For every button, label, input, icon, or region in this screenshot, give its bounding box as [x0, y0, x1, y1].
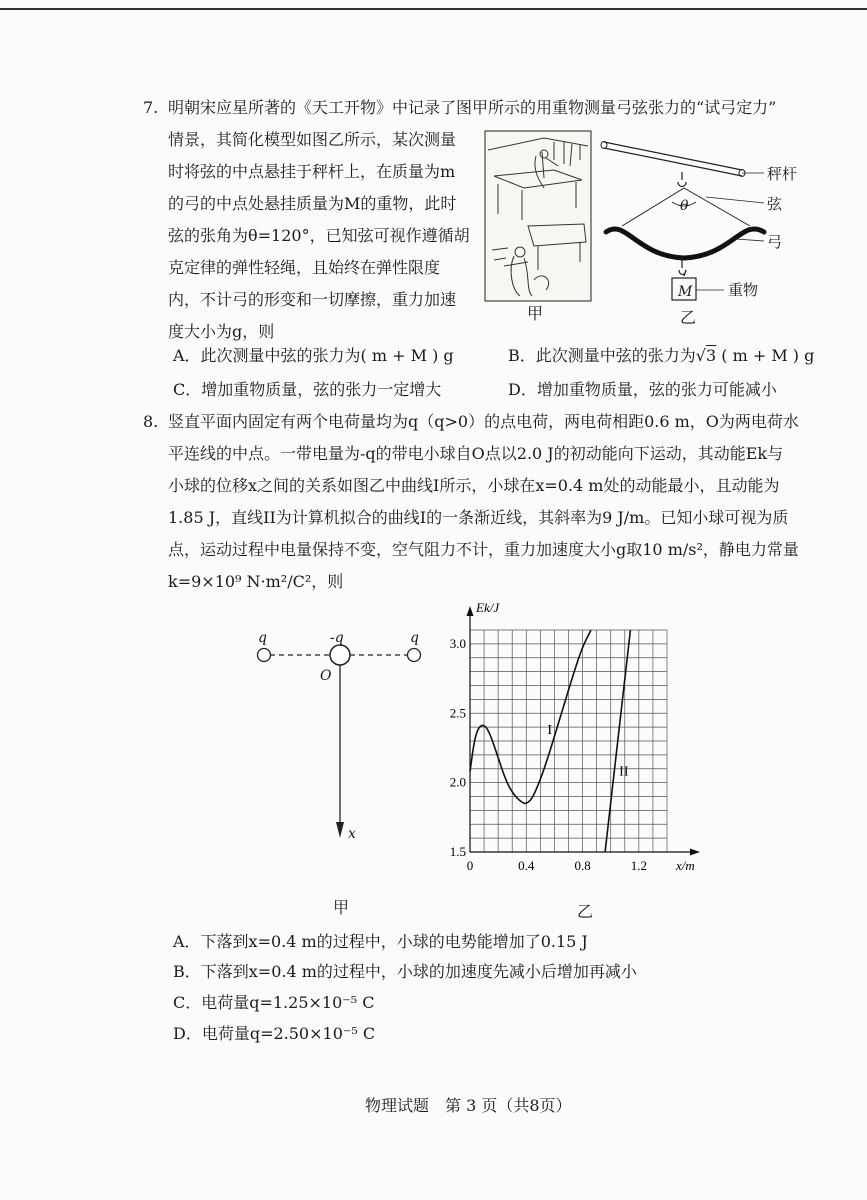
y-axis-arrow: [467, 606, 474, 616]
q7-option-b-suffix: ( m + M ) g: [721, 346, 815, 365]
q8-line-5: 点，运动过程中电量保持不变，空气阻力不计，重力加速度大小g取10 m/s²，静电力常量: [168, 540, 799, 559]
steelyard: [601, 142, 764, 177]
q7-line-5: 弦的张角为θ=120°，已知弦可视作遵循胡: [168, 226, 470, 245]
center-charge-circle: [330, 645, 350, 665]
chart-axes: [467, 606, 701, 856]
q8-option-c: C．电荷量q=1.25×10⁻⁵ C: [173, 993, 375, 1012]
q7-figure-jia-illustration: [484, 130, 592, 302]
q7-option-b-prefix: B．此次测量中弦的张力为: [508, 346, 696, 365]
q8-x-axis-label: x: [348, 826, 356, 842]
q8-line-3: 小球的位移x之间的关系如图乙中曲线I所示，小球在x=0.4 m处的动能最小，且动能为: [168, 476, 780, 495]
q7-option-b-sqrt-value: 3: [705, 346, 717, 365]
q8-figure-jia-caption: 甲: [333, 898, 350, 917]
y-tick-label: 1.5: [449, 844, 466, 859]
q7-option-b: [508, 346, 814, 366]
q8-left-charge-label: q: [258, 630, 267, 646]
q7-callout-weight: 重物: [728, 281, 759, 299]
q7-callout-steelyard: 秤杆: [767, 165, 798, 183]
sqrt-symbol: √: [695, 346, 706, 365]
top-rule: [0, 8, 867, 10]
q7-line-7: 内，不计弓的形变和一切摩擦，重力加速: [168, 290, 457, 309]
q7-option-d: D．增加重物质量，弦的张力可能减小: [508, 380, 777, 399]
q7-figure-jia-caption: 甲: [527, 304, 544, 323]
q7-option-a: A．此次测量中弦的张力为( m + M ) g: [173, 346, 454, 365]
q7-line-6: 克定律的弹性轻绳，且始终在弹性限度: [168, 258, 441, 277]
q8-origin-label: O: [320, 668, 332, 684]
q7-number: 7.: [143, 98, 159, 117]
bow: [606, 229, 764, 258]
q8-chart-ek-x: [436, 598, 706, 884]
bow-string: [622, 188, 764, 226]
q7-line-3: 时将弦的中点悬挂于秤杆上，在质量为m: [168, 162, 456, 181]
q8-option-a: A．下落到x=0.4 m的过程中，小球的电势能增加了0.15 J: [173, 932, 588, 951]
x-axis-arrow: [690, 849, 700, 856]
chart-series-label-ii: II: [619, 764, 629, 780]
q8-line-6: k=9×10⁹ N·m²/C²，则: [168, 572, 344, 591]
q7-line-2: 情景，其简化模型如图乙所示，某次测量: [168, 130, 457, 149]
x-axis-arrow: [336, 822, 344, 838]
q7-line-8: 度大小为g，则: [168, 322, 275, 341]
chart-grid: [470, 630, 667, 852]
q7-weight-label: M: [678, 284, 693, 300]
q8-line-4: 1.85 J，直线II为计算机拟合的曲线I的一条渐近线，其斜率为9 J/m。已知小球可视为质: [168, 508, 789, 527]
q7-option-c: C．增加重物质量，弦的张力一定增大: [173, 380, 442, 399]
q7-figure-yi-caption: 乙: [680, 308, 697, 327]
x-tick-label: 0.4: [518, 858, 535, 873]
page-footer: 物理试题 第 3 页（共8页）: [365, 1096, 572, 1115]
q8-option-d: D．电荷量q=2.50×10⁻⁵ C: [173, 1024, 376, 1043]
q8-figure-yi-caption: 乙: [577, 902, 594, 921]
y-tick-label: 2.0: [449, 774, 466, 790]
series-curve-i: [470, 630, 591, 803]
x-tick-label: 0.8: [574, 858, 591, 873]
q8-number: 8.: [143, 412, 159, 431]
q7-callout-string: 弦: [767, 195, 783, 213]
x-tick-label: 1.2: [630, 858, 647, 873]
q7-callout-bow: 弓: [767, 233, 783, 251]
q8-option-b: B．下落到x=0.4 m的过程中，小球的加速度先减小后增加再减小: [173, 962, 637, 981]
right-charge-circle: [408, 649, 421, 662]
q7-line-1: 明朝宋应星所著的《天工开物》中记录了图甲所示的用重物测量弓弦张力的“试弓定力”: [168, 98, 777, 117]
x-tick-label: 0: [466, 858, 474, 873]
y-tick-label: 2.5: [449, 705, 466, 721]
q8-figure-jia: [246, 624, 426, 846]
left-charge-circle: [258, 649, 271, 662]
q7-theta-label: θ: [680, 198, 689, 214]
chart-y-axis-label: Ek/J: [476, 600, 500, 615]
q8-right-charge-label: q: [410, 630, 419, 646]
q8-center-charge-label: -q: [330, 630, 344, 646]
q8-line-2: 平连线的中点。一带电量为-q的带电小球自O点以2.0 J的初动能向下运动，其动能Ek与: [168, 444, 784, 463]
q7-line-4: 的弓的中点处悬挂质量为M的重物，此时: [168, 194, 457, 213]
chart-series-label-i: I: [547, 723, 553, 739]
q8-line-1: 竖直平面内固定有两个电荷量均为q（q>0）的点电荷，两电荷相距0.6 m，O为两电荷水: [168, 412, 799, 431]
chart-x-axis-label: x/m: [676, 858, 695, 873]
y-tick-label: 3.0: [449, 635, 466, 651]
